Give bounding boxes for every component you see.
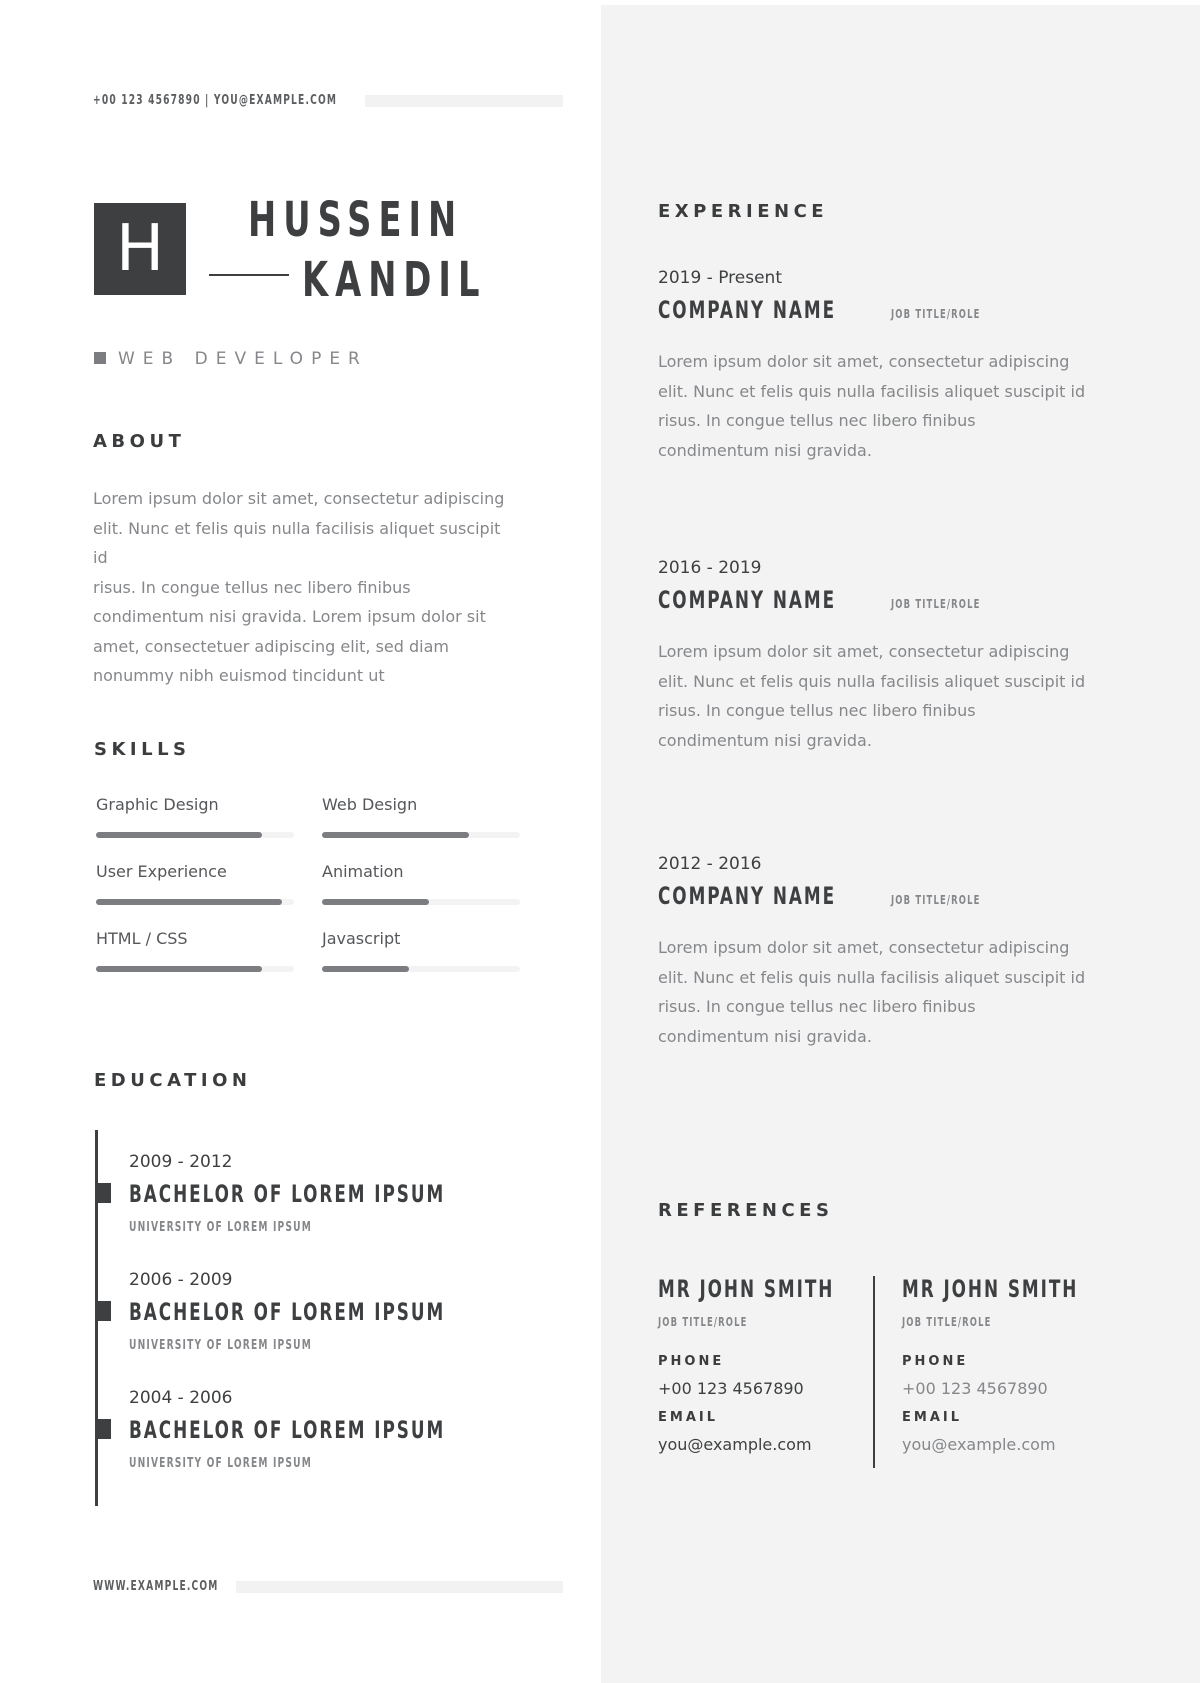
experience-years: 2019 - Present <box>658 268 782 288</box>
company-name: COMPANY NAME <box>658 882 837 910</box>
skill-item <box>96 795 294 814</box>
first-name: HUSSEIN <box>248 192 464 248</box>
description-line: risus. In congue tellus nec libero finibus <box>658 997 976 1016</box>
experience-years: 2016 - 2019 <box>658 558 762 578</box>
about-line: nonummy nibh euismod tincidunt ut <box>93 666 385 685</box>
reference-phone: +00 123 4567890 <box>658 1379 804 1398</box>
references-divider <box>873 1276 875 1468</box>
skill-label: Web Design <box>322 795 418 814</box>
education-degree: BACHELOR OF LOREM IPSUM <box>129 1298 446 1326</box>
description-line: risus. In congue tellus nec libero finibus <box>658 701 976 720</box>
description-line: elit. Nunc et felis quis nulla facilisis aliquet suscipit id <box>658 967 1086 987</box>
description-line: risus. In congue tellus nec libero finibus <box>658 411 976 430</box>
skill-bar-fill <box>322 966 409 972</box>
experience-item <box>658 854 1098 1051</box>
company-name: COMPANY NAME <box>658 586 837 614</box>
education-school: UNIVERSITY OF LOREM IPSUM <box>129 1220 312 1235</box>
skill-bar-track <box>322 899 520 905</box>
header-contact: +00 123 4567890 | YOU@EXAMPLE.COM <box>93 93 338 108</box>
experience-item <box>658 268 1098 465</box>
email-label: EMAIL <box>658 1410 718 1425</box>
skill-bar-track <box>96 899 294 905</box>
reference-name: MR JOHN SMITH <box>902 1275 1079 1303</box>
skill-label: Javascript <box>322 929 401 948</box>
description-line: elit. Nunc et felis quis nulla facilisis aliquet suscipit id <box>658 381 1086 401</box>
experience-years: 2012 - 2016 <box>658 854 762 874</box>
about-line: condimentum nisi gravida. Lorem ipsum dolor sit <box>93 607 486 626</box>
timeline-marker <box>96 1419 111 1439</box>
reference-name: MR JOHN SMITH <box>658 1275 835 1303</box>
timeline-marker <box>96 1301 111 1321</box>
reference-title: JOB TITLE/ROLE <box>658 1315 748 1329</box>
education-degree: BACHELOR OF LOREM IPSUM <box>129 1416 446 1444</box>
skill-item <box>322 929 520 948</box>
education-degree: BACHELOR OF LOREM IPSUM <box>129 1180 446 1208</box>
description-line: Lorem ipsum dolor sit amet, consectetur adipiscing <box>658 352 1070 371</box>
skill-bar-track <box>96 832 294 838</box>
job-title: JOB TITLE/ROLE <box>891 307 981 321</box>
phone-label: PHONE <box>658 1354 725 1369</box>
education-heading: EDUCATION <box>94 1070 252 1091</box>
phone-label: PHONE <box>902 1354 969 1369</box>
experience-description <box>658 347 1088 465</box>
role-square-icon <box>94 352 106 364</box>
description-line: condimentum nisi gravida. <box>658 730 872 750</box>
skill-bar-fill <box>96 966 262 972</box>
experience-item <box>658 558 1098 755</box>
job-title: JOB TITLE/ROLE <box>891 597 981 611</box>
description-line: Lorem ipsum dolor sit amet, consectetur adipiscing <box>658 938 1070 957</box>
education-years: 2006 - 2009 <box>129 1270 233 1290</box>
footer-decorative-bar <box>236 1581 563 1593</box>
about-line: Lorem ipsum dolor sit amet, consectetur adipiscing <box>93 489 505 508</box>
education-years: 2004 - 2006 <box>129 1388 233 1408</box>
description-line: Lorem ipsum dolor sit amet, consectetur adipiscing <box>658 642 1070 661</box>
skill-bar-track <box>322 832 520 838</box>
skill-bar-track <box>96 966 294 972</box>
timeline-marker <box>96 1183 111 1203</box>
about-text <box>93 484 513 691</box>
skill-bar-fill <box>322 832 469 838</box>
reference-email: you@example.com <box>902 1435 1056 1454</box>
reference-title: JOB TITLE/ROLE <box>902 1315 992 1329</box>
about-heading: ABOUT <box>93 431 186 452</box>
education-school: UNIVERSITY OF LOREM IPSUM <box>129 1456 312 1471</box>
job-title: JOB TITLE/ROLE <box>891 893 981 907</box>
header-decorative-bar <box>365 95 563 107</box>
reference-card <box>658 1275 888 1454</box>
footer-website: WWW.EXAMPLE.COM <box>93 1579 219 1594</box>
description-line: condimentum nisi gravida. <box>658 440 872 460</box>
skill-item <box>322 795 520 814</box>
job-role: WEB DEVELOPER <box>118 349 368 369</box>
experience-description <box>658 637 1088 755</box>
skill-bar-fill <box>322 899 429 905</box>
skill-item <box>322 862 520 881</box>
description-line: elit. Nunc et felis quis nulla facilisis aliquet suscipit id <box>658 671 1086 691</box>
education-school: UNIVERSITY OF LOREM IPSUM <box>129 1338 312 1353</box>
reference-card <box>902 1275 1132 1454</box>
about-line: amet, consectetuer adipiscing elit, sed diam <box>93 636 449 656</box>
skill-item <box>96 862 294 881</box>
email-label: EMAIL <box>902 1410 962 1425</box>
education-years: 2009 - 2012 <box>129 1152 233 1172</box>
skill-label: User Experience <box>96 862 227 881</box>
skill-bar-fill <box>96 899 282 905</box>
skill-label: HTML / CSS <box>96 929 188 948</box>
skill-label: Graphic Design <box>96 795 219 814</box>
experience-description <box>658 933 1088 1051</box>
about-line: risus. In congue tellus nec libero finibus <box>93 577 411 597</box>
description-line: condimentum nisi gravida. <box>658 1026 872 1046</box>
reference-phone: +00 123 4567890 <box>902 1379 1048 1398</box>
skill-bar-track <box>322 966 520 972</box>
skill-item <box>96 929 294 948</box>
skill-bar-fill <box>96 832 262 838</box>
company-name: COMPANY NAME <box>658 296 837 324</box>
skills-heading: SKILLS <box>94 739 191 760</box>
monogram-logo: H <box>94 203 186 295</box>
name-divider-line <box>209 274 289 276</box>
reference-email: you@example.com <box>658 1435 812 1454</box>
experience-heading: EXPERIENCE <box>658 201 829 222</box>
about-line: elit. Nunc et felis quis nulla facilisis aliquet suscipit id <box>93 518 501 567</box>
skill-label: Animation <box>322 862 404 881</box>
last-name: KANDIL <box>302 252 487 308</box>
references-heading: REFERENCES <box>658 1200 834 1221</box>
